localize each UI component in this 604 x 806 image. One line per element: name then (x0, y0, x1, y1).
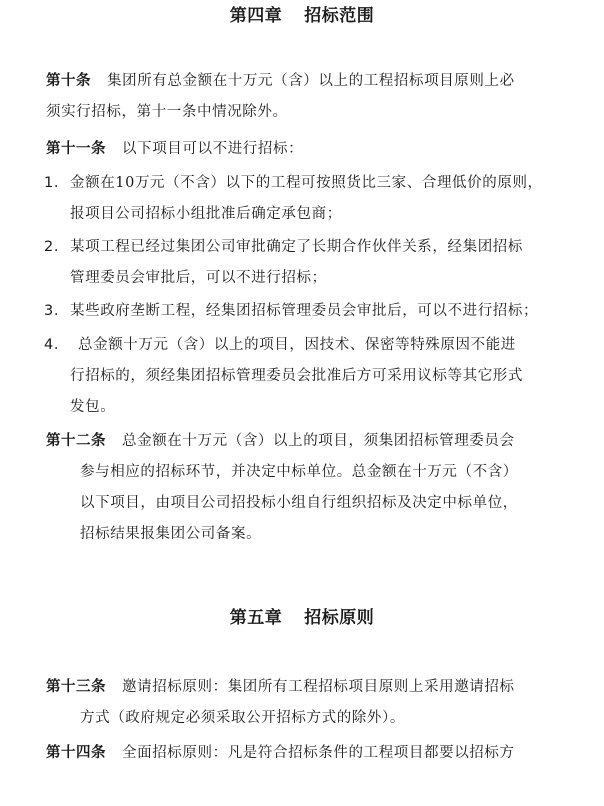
article-13-label: 第十三条 (46, 679, 106, 695)
list-item-text: 某项工程已经过集团公司审批确定了长期合作伙伴关系，经集团招标 (70, 239, 523, 255)
list-item (44, 168, 543, 230)
list-item-text: 报项目公司招标小组批准后确定承包商； (70, 206, 342, 222)
list-item (44, 330, 523, 423)
article-11-intro: 以下项目可以不进行招标： (122, 141, 304, 157)
list-item-text: 发包。 (70, 399, 116, 415)
article-12-text-line1: 总金额在十万元（含）以上的项目，须集团招标管理委员会 (122, 433, 515, 449)
chapter-4-heading (0, 4, 604, 28)
article-12-text-line2: 参与相应的招标环节，并决定中标单位。总金额在十万元（不含） (80, 464, 518, 480)
list-item-number: 2. (44, 239, 60, 255)
article-12 (46, 426, 518, 550)
list-item-text: 某些政府垄断工程，经集团招标管理委员会审批后，可以不进行招标； (70, 303, 539, 319)
article-11-label: 第十一条 (46, 141, 106, 157)
article-10 (46, 66, 515, 128)
chapter-5-title: 招标原则 (304, 608, 375, 628)
article-10-label: 第十条 (46, 73, 91, 89)
article-12-text-line3: 以下项目，由项目公司招投标小组自行组织招标及决定中标单位， (80, 495, 518, 511)
chapter-4-title: 招标范围 (304, 6, 375, 26)
chapter-4-number: 第四章 (229, 6, 283, 26)
list-item (44, 232, 523, 294)
list-item-text: 管理委员会审批后，可以不进行招标； (70, 270, 327, 286)
list-item-number: 4. (44, 337, 60, 353)
article-13 (46, 672, 515, 734)
article-11 (46, 134, 303, 165)
chapter-5-number: 第五章 (229, 608, 283, 628)
article-14-text-line1: 全面招标原则：凡是符合招标条件的工程项目都要以招标方 (122, 745, 515, 761)
article-14 (46, 738, 515, 769)
article-13-text-line1: 邀请招标原则：集团所有工程招标项目原则上采用邀请招标 (122, 679, 515, 695)
list-item (44, 296, 538, 327)
article-12-label: 第十二条 (46, 433, 106, 449)
list-item-number: 1. (44, 175, 60, 191)
article-14-label: 第十四条 (46, 745, 106, 761)
list-item-text: 金额在10万元（不含）以下的工程可按照货比三家、合理低价的原则， (70, 175, 543, 191)
list-item-number: 3. (44, 303, 60, 319)
chapter-5-heading (0, 606, 604, 630)
article-12-text-line4: 招标结果报集团公司备案。 (80, 526, 262, 542)
list-item-text: 总金额十万元（含）以上的项目，因技术、保密等特殊原因不能进 (78, 337, 516, 353)
article-10-text-line2: 须实行招标，第十一条中情况除外。 (46, 104, 288, 120)
article-10-text-line1: 集团所有总金额在十万元（含）以上的工程招标项目原则上必 (107, 73, 515, 89)
article-13-text-line2: 方式（政府规定必须采取公开招标方式的除外）。 (80, 710, 405, 726)
list-item-text: 行招标的，须经集团招标管理委员会批准后方可采用议标等其它形式 (70, 368, 523, 384)
